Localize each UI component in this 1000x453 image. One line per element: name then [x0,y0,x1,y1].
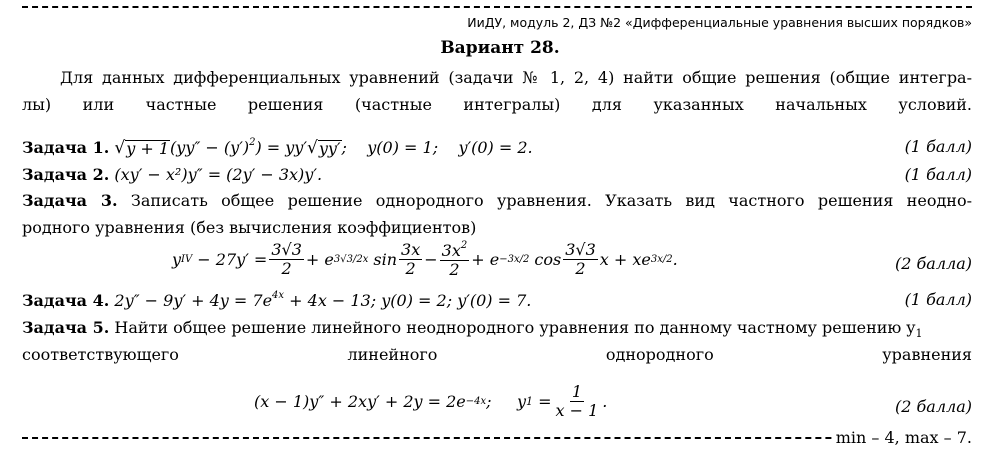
task-3-line-2-row [22,218,972,237]
task-4-label: Задача 4. [22,291,110,310]
task-1 [22,137,972,158]
task-3-line-1: Записать общее решение однородного уравнения. Указать вид частного решения неодно- [130,191,973,210]
task-1-points: (1 балл) [904,137,972,156]
task-2-points: (1 балл) [904,165,972,184]
intro-paragraph [22,64,972,118]
task-4 [22,290,972,310]
task-1-equation: √ y + 1 $(yy'' - (y')^2) = yy'$ √ yy′ ; y(0) = 1; y′(0) = 2. [114,137,533,158]
task-5-equation-row [22,383,972,427]
task-5-line-2: соответствующего линейного однородного уравнения [22,345,972,364]
task-3-label: Задача 3. [22,191,118,210]
top-dashed-rule [22,6,972,8]
task-1-label: Задача 1. [22,138,110,157]
variant-title: Вариант 28. [440,38,560,58]
task-2-equation: (xy′ − x²)y″ = (2y′ − 3x)y′. [114,165,323,184]
task-5-points: (2 балла) [895,397,972,416]
bottom-dashed-rule [22,437,972,439]
task-5-equation: (x − 1)y″ + 2xy′ + 2y = 2e −4x ; y 1 = $\frac{1}{x - 1}$ . [254,382,608,421]
task-3-line-2: родного уравнения (без вычисления коэффициентов) [22,218,477,237]
task-3-equation: y IV − 27y′ = $\frac{3√3}{2}$ + e 3√3/2x sin $\frac{3x}{2}$ − $\frac{3x^2}{2}$ + e −3x/2 cos $\frac{3√3}{2}$ x + xe 3x/2 . [172,240,678,280]
task-4-equation: $2y'' - 9y' + 4y = 7e^{4x} + 4x - 13$; y(0) = 2; y′(0) = 7. [114,290,532,310]
task-3-equation-row [22,240,972,288]
task-5-label: Задача 5. [22,318,110,337]
task-2 [22,165,972,184]
task-2-label: Задача 2. [22,165,110,184]
task-5-line-1: Найти общее решение линейного неоднородного уравнения по данному частному решению $y_1$ [114,318,923,341]
intro-line-1: Для данных дифференциальных уравнений (задачи № 1, 2, 4) найти общие решения (общие интегра- [60,68,972,87]
task-3 [22,191,972,210]
task-4-points: (1 балл) [904,290,972,309]
task-5-line-2-row [22,345,972,364]
intro-line-2: лы) или частные решения (частные интегралы) для указанных начальных условий. [22,95,972,114]
score-limits: min – 4, max – 7. [832,428,972,447]
task-5 [22,318,972,340]
task-3-points: (2 балла) [895,254,972,273]
header-line: ИиДУ, модуль 2, ДЗ №2 «Дифференциальные уравнения высших порядков» [467,15,972,30]
